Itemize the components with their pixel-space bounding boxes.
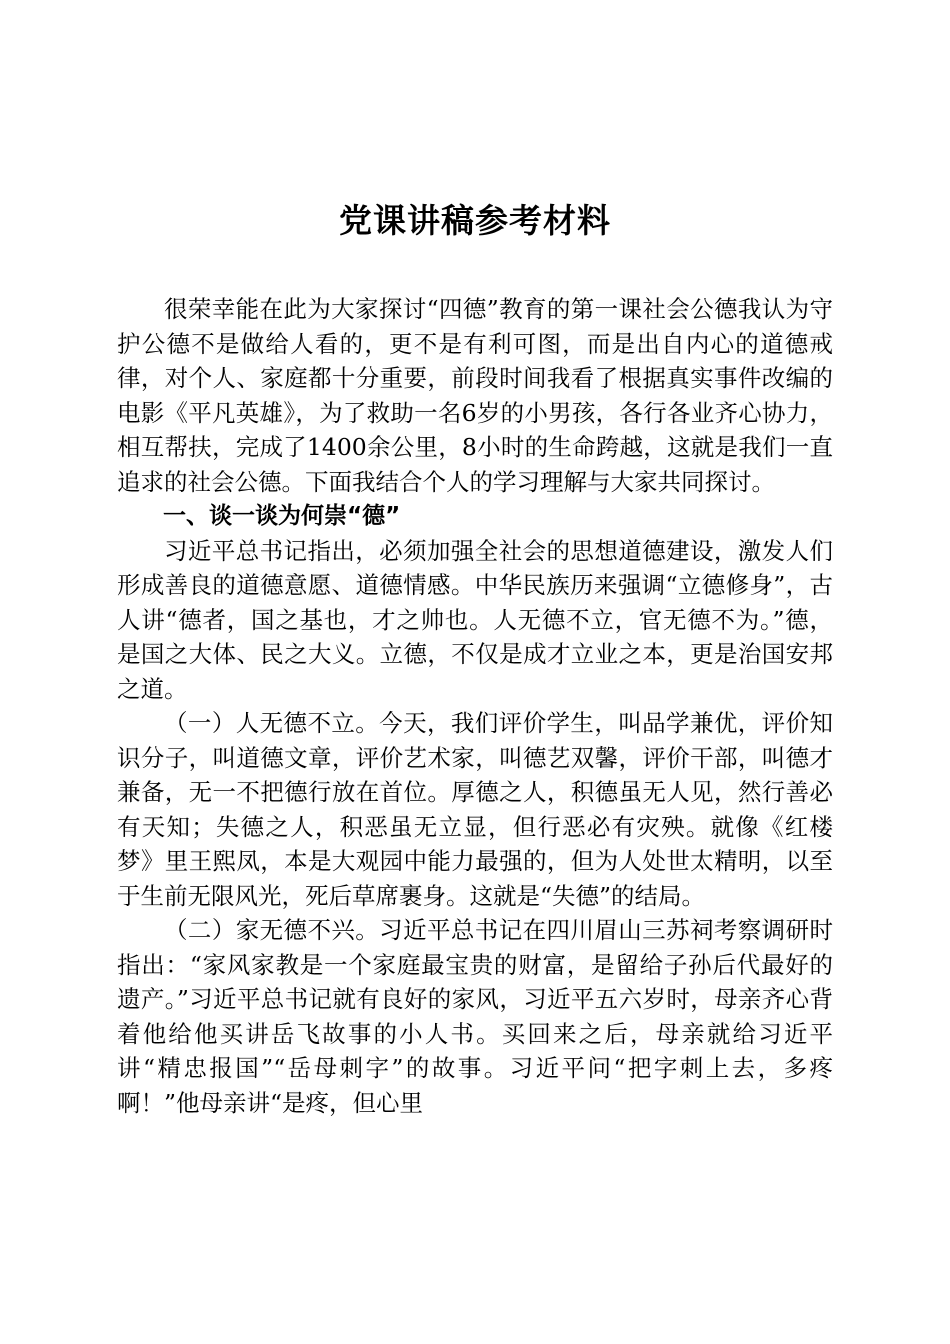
document-body [117, 292, 833, 1120]
body-paragraph: （二）家无德不兴。习近平总书记在四川眉山三苏祠考察调研时指出：“家风家教是一个家庭最宝贵的财富，是留给子孙后代最好的遗产。”习近平总书记就有良好的家风，习近平五六岁时，母亲齐心背着他给他买讲岳飞故事的小人书。买回来之后，母亲就给习近平讲“精忠报国”“岳母刺字”的故事。习近平问“把字刺上去，多疼啊！”他母亲讲“是疼，但心里 [117, 916, 833, 1117]
intro-paragraph: 很荣幸能在此为大家探讨“四德”教育的第一课社会公德我认为守护公德不是做给人看的，更不是有利可图，而是出自内心的道德戒律，对个人、家庭都十分重要，前段时间我看了根据真实事件改编的电影《平凡英雄》，为了救助一名6岁的小男孩，各行各业齐心协力，相互帮扶，完成了1400余公里，8小时的生命跨越，这就是我们一直追求的社会公德。下面我结合个人的学习理解与大家共同探讨。 [117, 295, 833, 496]
body-paragraph: 习近平总书记指出，必须加强全社会的思想道德建设，激发人们形成善良的道德意愿、道德情感。中华民族历来强调“立德修身”，古人讲“德者，国之基也，才之帅也。人无德不立，官无德不为。”德，是国之大体、民之大义。立德，不仅是成才立业之本，更是治国安邦之道。 [117, 536, 833, 703]
body-paragraph: （一）人无德不立。今天，我们评价学生，叫品学兼优，评价知识分子，叫道德文章，评价艺术家，叫德艺双馨，评价干部，叫德才兼备，无一不把德行放在首位。厚德之人，积德虽无人见，然行善必有天知；失德之人，积恶虽无立显，但行恶必有灾殃。就像《红楼梦》里王熙凤，本是大观园中能力最强的，但为人处世太精明，以至于生前无限风光，死后草席裹身。这就是“失德”的结局。 [117, 709, 833, 910]
document-title: 党课讲稿参考材料 [339, 201, 611, 240]
section-heading: 一、谈一谈为何崇“德” [163, 503, 401, 529]
